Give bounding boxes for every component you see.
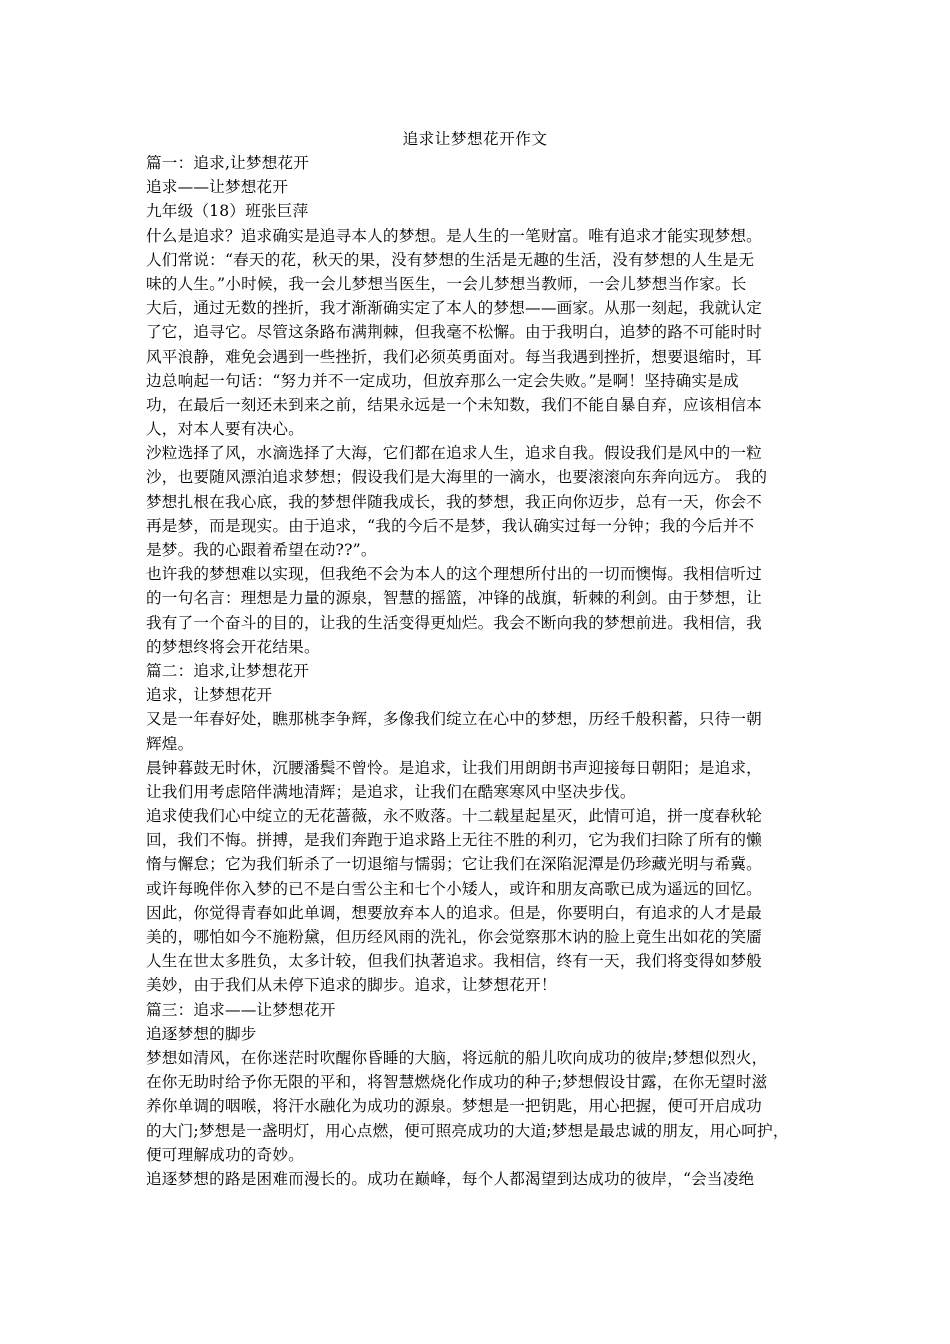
text-line: 追逐梦想的脚步 bbox=[146, 1024, 257, 1043]
text-line: 味的人生。”小时候，我一会儿梦想当医生，一会儿梦想当教师，一会儿梦想当作家。长 bbox=[146, 274, 747, 293]
text-line: 梦想如清风，在你迷茫时吹醒你昏睡的大脑，将远航的船儿吹向成功的彼岸;梦想似烈火， bbox=[146, 1048, 768, 1067]
text-line: 的大门;梦想是一盏明灯，用心点燃，便可照亮成功的大道;梦想是最忠诚的朋友，用心呵护， bbox=[146, 1121, 789, 1140]
text-line: 在你无助时给予你无限的平和，将智慧燃烧化作成功的种子;梦想假设甘露，在你无望时滋 bbox=[146, 1073, 768, 1092]
text-line: 人生在世太多胜负，太多计较，但我们执著追求。我相信，终有一天，我们将变得如梦般 bbox=[146, 952, 762, 971]
text-line: 梦想扎根在我心底，我的梦想伴随我成长，我的梦想，我正向你迈步，总有一天，你会不 bbox=[146, 492, 762, 511]
text-line: 追求，让梦想花开 bbox=[146, 686, 273, 705]
text-line: 美的，哪怕如今不施粉黛，但历经风雨的洗礼，你会觉察那木讷的脸上竟生出如花的笑靥 bbox=[146, 928, 762, 946]
text-line: 追求——让梦想花开 bbox=[146, 178, 289, 197]
text-line: 又是一年春好处，瞧那桃李争辉，多像我们绽立在心中的梦想，历经千般积蓄，只待一朝 bbox=[146, 710, 762, 729]
document-body bbox=[146, 151, 814, 1191]
text-line: 人们常说：“春天的花，秋天的果，没有梦想的生活是无趣的生活，没有梦想的人生是无 bbox=[146, 250, 755, 269]
text-line: 晨钟暮鼓无时休，沉腰潘鬓不曾怜。是追求，让我们用朗朗书声迎接每日朝阳；是追求， bbox=[146, 758, 762, 777]
text-line: 功，在最后一刻还未到来之前，结果永远是一个未知数，我们不能自暴自弃，应该相信本 bbox=[146, 395, 762, 414]
text-line: 风平浪静，难免会遇到一些挫折，我们必须英勇面对。每当我遇到挫折，想要退缩时，耳 bbox=[146, 347, 762, 366]
text-line: 是梦。我的心跟着希望在动??”。 bbox=[146, 541, 377, 559]
text-line: 我有了一个奋斗的目的，让我的生活变得更灿烂。我会不断向我的梦想前进。我相信，我 bbox=[146, 613, 762, 632]
text-line: 或许每晚伴你入梦的已不是白雪公主和七个小矮人，或许和朋友高歌已成为遥远的回忆。 bbox=[146, 879, 762, 898]
text-line: 沙粒选择了风，水滴选择了大海，它们都在追求人生，追求自我。假设我们是风中的一粒 bbox=[146, 444, 762, 463]
text-line: 人，对本人要有决心。 bbox=[146, 420, 304, 439]
text-line: 的一句名言：理想是力量的源泉，智慧的摇篮，冲锋的战旗，斩棘的利剑。由于梦想，让 bbox=[146, 589, 762, 608]
text-line: 也许我的梦想难以实现，但我绝不会为本人的这个理想所付出的一切而懊悔。我相信听过 bbox=[146, 565, 762, 584]
text-line: 篇二：追求,让梦想花开 bbox=[146, 661, 310, 680]
text-line: 养你单调的咽喉，将汗水融化为成功的源泉。梦想是一把钥匙，用心把握，便可开启成功 bbox=[146, 1097, 762, 1116]
text-line: 什么是追求？追求确实是追寻本人的梦想。是人生的一笔财富。唯有追求才能实现梦想。 bbox=[146, 226, 762, 245]
text-line: 辉煌。 bbox=[146, 734, 194, 753]
text-line: 了它，追寻它。尽管这条路布满荆棘，但我毫不松懈。由于我明白，追梦的路不可能时时 bbox=[146, 323, 762, 342]
text-line: 大后，通过无数的挫折，我才渐渐确实定了本人的梦想——画家。从那一刻起，我就认定 bbox=[146, 299, 762, 318]
text-line: 美妙，由于我们从未停下追求的脚步。追求，让梦想花开！ bbox=[146, 976, 557, 995]
text-line: 追逐梦想的路是困难而漫长的。成功在巅峰，每个人都渴望到达成功的彼岸，“会当凌绝 bbox=[146, 1169, 755, 1188]
text-line: 再是梦，而是现实。由于追求，“我的今后不是梦，我认确实过每一分钟；我的今后并不 bbox=[146, 516, 755, 535]
text-line: 回，我们不悔。拼搏，是我们奔跑于追求路上无往不胜的利刃，它为我们扫除了所有的懒 bbox=[146, 831, 762, 850]
text-line: 篇一：追求,让梦想花开 bbox=[146, 154, 310, 172]
document-title: 追求让梦想花开作文 bbox=[402, 130, 548, 148]
text-line: 便可理解成功的奇妙。 bbox=[146, 1145, 304, 1164]
text-line: 惰与懈怠；它为我们斩杀了一切退缩与懦弱；它让我们在深陷泥潭是仍珍藏光明与希冀。 bbox=[146, 855, 762, 874]
text-line: 追求使我们心中绽立的无花蔷薇，永不败落。十二载星起星灭，此情可追，拼一度春秋轮 bbox=[146, 807, 762, 826]
text-line: 沙，也要随风漂泊追求梦想；假设我们是大海里的一滴水，也要滚滚向东奔向远方。 我的 bbox=[146, 468, 768, 487]
text-line: 的梦想终将会开花结果。 bbox=[146, 637, 320, 656]
text-line: 九年级（18）班张巨萍 bbox=[146, 202, 309, 221]
text-line: 篇三：追求——让梦想花开 bbox=[146, 1000, 336, 1019]
text-line: 因此，你觉得青春如此单调，想要放弃本人的追求。但是，你要明白，有追求的人才是最 bbox=[146, 903, 762, 922]
text-line: 边总响起一句话：“努力并不一定成功，但放弃那么一定会失败。”是啊！坚持确实是成 bbox=[146, 371, 739, 390]
text-line: 让我们用考虑陪伴满地清辉；是追求，让我们在酷寒寒风中坚决步伐。 bbox=[146, 782, 636, 801]
